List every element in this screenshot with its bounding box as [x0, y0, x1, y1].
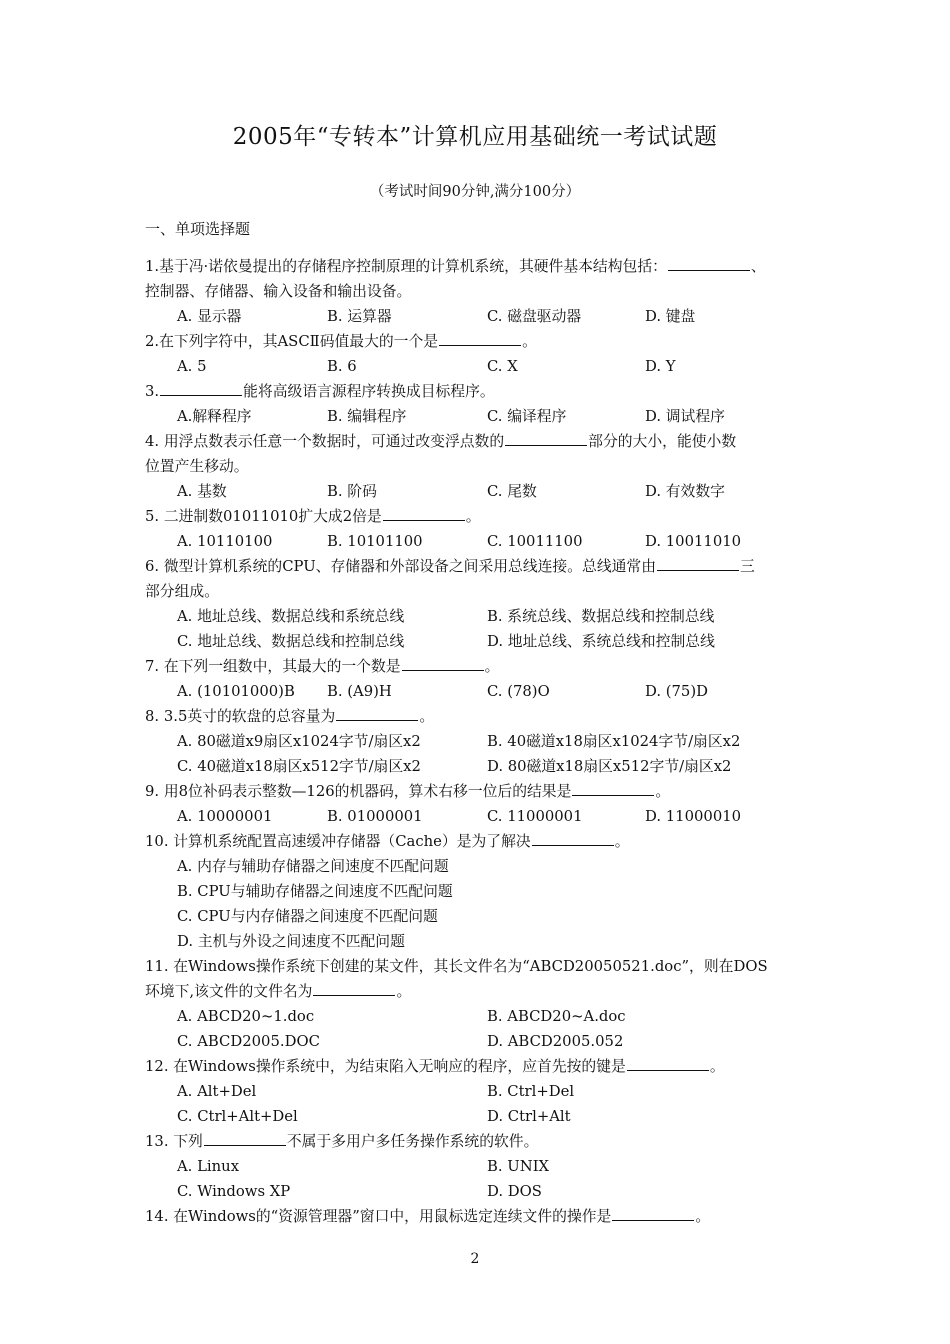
option-row — [145, 879, 810, 904]
question-text-part: 14. 在Windows的“资源管理器”窗口中，用鼠标选定连续文件的操作是 — [145, 1208, 612, 1225]
answer-option: D. (75)D — [645, 683, 708, 700]
question-text-part: 部分的大小，能使小数 — [588, 433, 737, 450]
question-text-part: 。 — [614, 833, 630, 850]
question-item — [145, 504, 810, 554]
question-text-part: 4. 用浮点数表示任意一个数据时，可通过改变浮点数的 — [145, 433, 505, 450]
answer-blank — [627, 1055, 709, 1071]
question-text-part: 7. 在下列一组数中，其最大的一个数是 — [145, 658, 401, 675]
answer-option: C. 地址总线、数据总线和控制总线 — [177, 633, 405, 650]
question-text — [145, 704, 810, 729]
answer-option: C. CPU与内存储器之间速度不匹配问题 — [177, 908, 438, 925]
answer-option: A. (10101000)B — [177, 683, 295, 700]
question-text-part: 位置产生移动。 — [145, 458, 249, 475]
question-text — [145, 1204, 810, 1229]
option-row — [145, 929, 810, 954]
answer-option: A. 基数 — [177, 483, 227, 500]
answer-option: B. 编辑程序 — [327, 408, 407, 425]
question-text-part: 能将高级语言源程序转换成目标程序。 — [243, 383, 495, 400]
answer-option: A. 10000001 — [177, 808, 273, 825]
answer-option: D. 11000010 — [645, 808, 742, 825]
question-text-part: 。 — [465, 508, 481, 525]
question-text — [145, 829, 810, 854]
option-row — [145, 1079, 810, 1104]
question-item — [145, 779, 810, 829]
answer-blank — [505, 430, 587, 446]
question-item — [145, 254, 810, 329]
answer-option: C. 尾数 — [487, 483, 537, 500]
question-item — [145, 1054, 810, 1129]
answer-option: B. 运算器 — [327, 308, 392, 325]
question-text-part: 三 — [740, 558, 755, 575]
answer-option: B. 阶码 — [327, 483, 377, 500]
answer-blank — [532, 830, 614, 846]
answer-option: B. UNIX — [487, 1158, 550, 1175]
answer-option: C. 40磁道x18扇区x512字节/扇区x2 — [177, 758, 421, 775]
answer-option: D. Ctrl+Alt — [487, 1108, 571, 1125]
answer-option: D. 键盘 — [645, 308, 696, 325]
option-row — [145, 629, 810, 654]
answer-blank — [313, 980, 395, 996]
answer-option: B. Ctrl+Del — [487, 1083, 575, 1100]
answer-option: D. ABCD2005.052 — [487, 1033, 624, 1050]
question-text — [145, 429, 810, 454]
question-text-part: 11. 在Windows操作系统下创建的某文件，其长文件名为“ABCD20050521.doc”，则在DOS — [145, 958, 768, 975]
answer-blank — [439, 330, 521, 346]
question-text — [145, 379, 810, 404]
question-text — [145, 954, 810, 979]
answer-option: D. 地址总线、系统总线和控制总线 — [487, 633, 715, 650]
answer-blank — [668, 255, 750, 271]
answer-option: D. 主机与外设之间速度不匹配问题 — [177, 933, 405, 950]
answer-option: A. Alt+Del — [177, 1083, 257, 1100]
answer-option: B. 01000001 — [327, 808, 423, 825]
answer-option: A. 5 — [177, 358, 207, 375]
answer-option: C. Windows XP — [177, 1183, 291, 1200]
answer-option: A. 80磁道x9扇区x1024字节/扇区x2 — [177, 733, 421, 750]
answer-option: D. Y — [645, 358, 676, 375]
page-number: 2 — [470, 1251, 480, 1267]
question-text — [145, 554, 810, 579]
option-row — [145, 304, 810, 329]
question-text-part: 10. 计算机系统配置高速缓冲存储器（Cache）是为了解决 — [145, 833, 531, 850]
question-item — [145, 1204, 810, 1229]
question-text-part: 。 — [655, 783, 671, 800]
page-title: 2005年“专转本”计算机应用基础统一考试试题 — [232, 124, 718, 150]
option-row — [145, 854, 810, 879]
question-text-part: 不属于多用户多任务操作系统的软件。 — [286, 1133, 539, 1150]
exam-subtitle: （考试时间90分钟,满分100分） — [369, 184, 581, 200]
question-text — [145, 329, 810, 354]
question-item — [145, 379, 810, 429]
question-text-part: 。 — [709, 1058, 725, 1075]
answer-option: C. 11000001 — [487, 808, 583, 825]
answer-option: A. 10110100 — [177, 533, 273, 550]
question-item — [145, 429, 810, 504]
answer-blank — [402, 655, 484, 671]
answer-option: B. (A9)H — [327, 683, 392, 700]
question-text — [145, 454, 810, 479]
answer-blank — [383, 505, 465, 521]
answer-option: C. ABCD2005.DOC — [177, 1033, 320, 1050]
question-text-part: 。 — [522, 333, 537, 350]
question-text — [145, 579, 810, 604]
option-row — [145, 404, 810, 429]
answer-option: D. 10011010 — [645, 533, 742, 550]
answer-option: C. X — [487, 358, 518, 375]
answer-option: B. 10101100 — [327, 533, 423, 550]
question-item — [145, 554, 810, 654]
option-row — [145, 904, 810, 929]
answer-option: B. CPU与辅助存储器之间速度不匹配问题 — [177, 883, 453, 900]
answer-blank — [612, 1205, 694, 1221]
question-text-part: 6. 微型计算机系统的CPU、存储器和外部设备之间采用总线连接。总线通常由 — [145, 558, 657, 575]
option-row — [145, 1029, 810, 1054]
question-text-part: 8. 3.5英寸的软盘的总容量为 — [145, 708, 336, 725]
option-row — [145, 1004, 810, 1029]
question-text-part: 2.在下列字符中，其ASCⅡ码值最大的一个是 — [145, 333, 439, 350]
option-row — [145, 1104, 810, 1129]
question-text-part: 5. 二进制数01011010扩大成2倍是 — [145, 508, 382, 525]
answer-option: D. DOS — [487, 1183, 542, 1200]
option-row — [145, 804, 810, 829]
answer-option: A. 显示器 — [177, 308, 242, 325]
answer-option: B. ABCD20~A.doc — [487, 1008, 626, 1025]
question-item — [145, 954, 810, 1054]
question-item — [145, 654, 810, 704]
option-row — [145, 1179, 810, 1204]
option-row — [145, 354, 810, 379]
question-text-part: 9. 用8位补码表示整数—126的机器码，算术右移一位后的结果是 — [145, 783, 572, 800]
answer-option: B. 系统总线、数据总线和控制总线 — [487, 608, 715, 625]
option-row — [145, 754, 810, 779]
question-text — [145, 1054, 810, 1079]
answer-blank — [204, 1130, 286, 1146]
question-text-part: 环境下,该文件的文件名为 — [145, 983, 313, 1000]
section-heading: 一、单项选择题 — [145, 220, 251, 238]
answer-blank — [160, 380, 242, 396]
question-text-part: 3. — [145, 383, 160, 400]
question-text — [145, 1129, 810, 1154]
answer-option: C. 编译程序 — [487, 408, 567, 425]
answer-option: B. 6 — [327, 358, 357, 375]
answer-option: D. 有效数字 — [645, 483, 725, 500]
question-item — [145, 1129, 810, 1204]
question-text-part: 部分组成。 — [145, 583, 219, 600]
question-list — [145, 254, 810, 1229]
question-text-part: 控制器、存储器、输入设备和输出设备。 — [145, 283, 412, 300]
question-item — [145, 329, 810, 379]
answer-option: C. (78)O — [487, 683, 550, 700]
answer-option: D. 调试程序 — [645, 408, 725, 425]
option-row — [145, 529, 810, 554]
question-text-part: 。 — [396, 983, 412, 1000]
option-row — [145, 479, 810, 504]
answer-blank — [657, 555, 739, 571]
question-text-part: 13. 下列 — [145, 1133, 203, 1150]
question-text — [145, 504, 810, 529]
answer-option: D. 80磁道x18扇区x512字节/扇区x2 — [487, 758, 732, 775]
answer-option: B. 40磁道x18扇区x1024字节/扇区x2 — [487, 733, 741, 750]
option-row — [145, 679, 810, 704]
answer-option: C. Ctrl+Alt+Del — [177, 1108, 298, 1125]
question-item — [145, 704, 810, 779]
question-text-part: 12. 在Windows操作系统中，为结束陷入无响应的程序，应首先按的键是 — [145, 1058, 626, 1075]
question-text-part: 1.基于冯·诺依曼提出的存储程序控制原理的计算机系统，其硬件基本结构包括： — [145, 258, 667, 275]
question-text — [145, 279, 810, 304]
answer-option: A. 内存与辅助存储器之间速度不匹配问题 — [177, 858, 449, 875]
answer-option: A. ABCD20~1.doc — [177, 1008, 315, 1025]
answer-option: A. Linux — [177, 1158, 240, 1175]
answer-option: C. 磁盘驱动器 — [487, 308, 582, 325]
question-text — [145, 779, 810, 804]
answer-option: C. 10011100 — [487, 533, 583, 550]
question-text — [145, 979, 810, 1004]
option-row — [145, 604, 810, 629]
option-row — [145, 729, 810, 754]
answer-blank — [336, 705, 418, 721]
answer-option: A. 地址总线、数据总线和系统总线 — [177, 608, 405, 625]
question-text — [145, 254, 810, 279]
question-text — [145, 654, 810, 679]
question-item — [145, 829, 810, 954]
question-text-part: 。 — [419, 708, 435, 725]
question-text-part: 。 — [484, 658, 500, 675]
answer-blank — [572, 780, 654, 796]
answer-option: A.解释程序 — [177, 408, 252, 425]
question-text-part: 、 — [750, 258, 766, 275]
option-row — [145, 1154, 810, 1179]
question-text-part: 。 — [695, 1208, 711, 1225]
